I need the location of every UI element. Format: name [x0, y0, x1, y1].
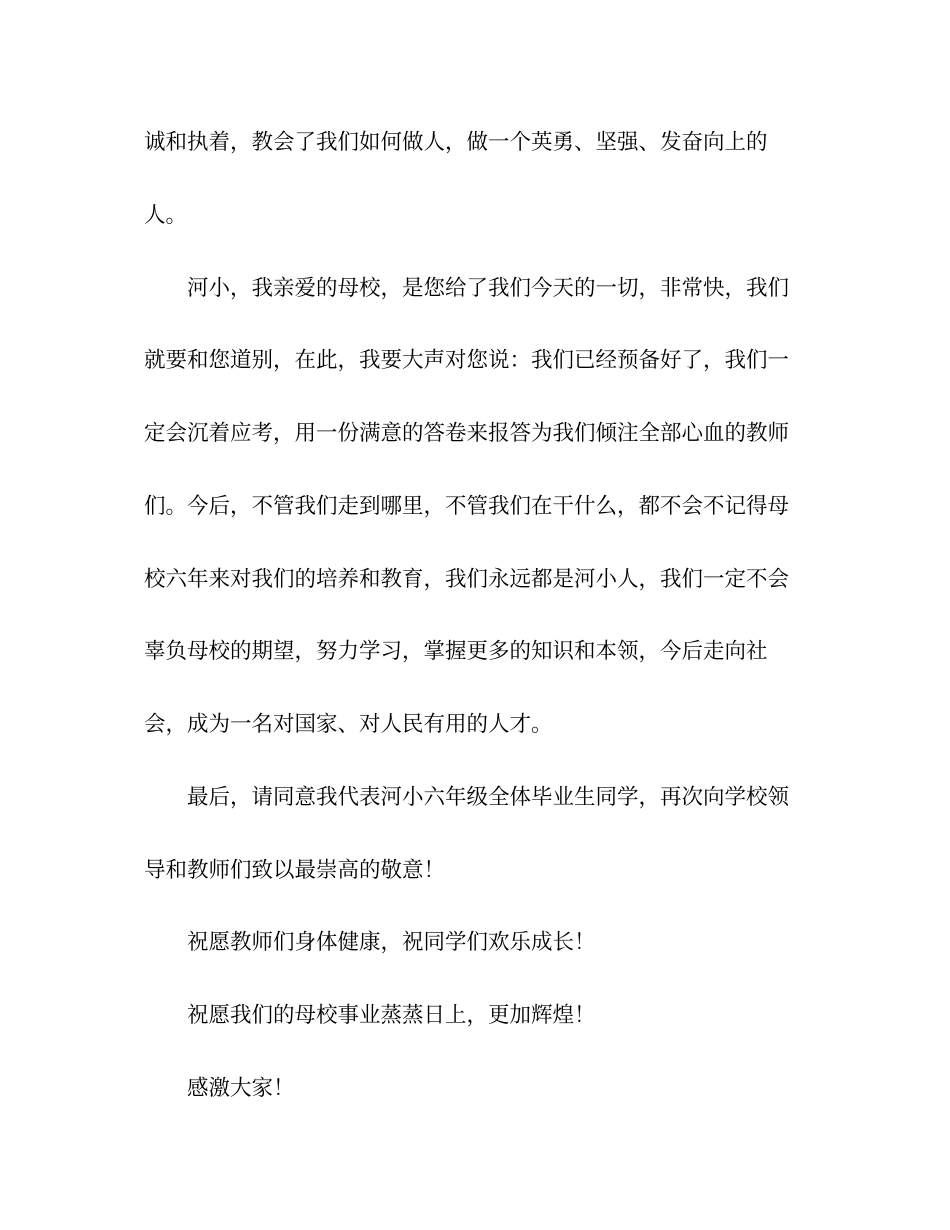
- paragraph-line: 最后，请同意我代表河小六年级全体毕业生同学，再次向学校领: [187, 785, 790, 810]
- paragraph-line: 会，成为一名对国家、对人民有用的人才。: [144, 712, 553, 737]
- paragraph-line: 导和教师们致以最崇高的敬意！: [144, 858, 446, 883]
- paragraph-line: 辜负母校的期望，努力学习，掌握更多的知识和本领，今后走向社: [144, 639, 768, 664]
- paragraph-line: 定会沉着应考，用一份满意的答卷来报答为我们倾注全部心血的教师: [144, 421, 790, 446]
- paragraph-line: 祝愿教师们身体健康，祝同学们欢乐成长！: [187, 930, 596, 955]
- paragraph-line: 祝愿我们的母校事业蒸蒸日上，更加辉煌！: [187, 1003, 596, 1028]
- paragraph-line: 人。: [144, 203, 188, 228]
- paragraph-line: 河小，我亲爱的母校，是您给了我们今天的一切，非常快，我们: [187, 276, 790, 301]
- paragraph-line: 诚和执着，教会了我们如何做人，做一个英勇、坚强、发奋向上的: [144, 130, 768, 155]
- paragraph-line: 校六年来对我们的培养和教育，我们永远都是河小人，我们一定不会: [144, 567, 790, 592]
- paragraph-line: 们。今后，不管我们走到哪里，不管我们在干什么，都不会不记得母: [144, 494, 790, 519]
- paragraph-line: 感激大家！: [187, 1076, 295, 1101]
- paragraph-line: 就要和您道别，在此，我要大声对您说：我们已经预备好了，我们一: [144, 348, 790, 373]
